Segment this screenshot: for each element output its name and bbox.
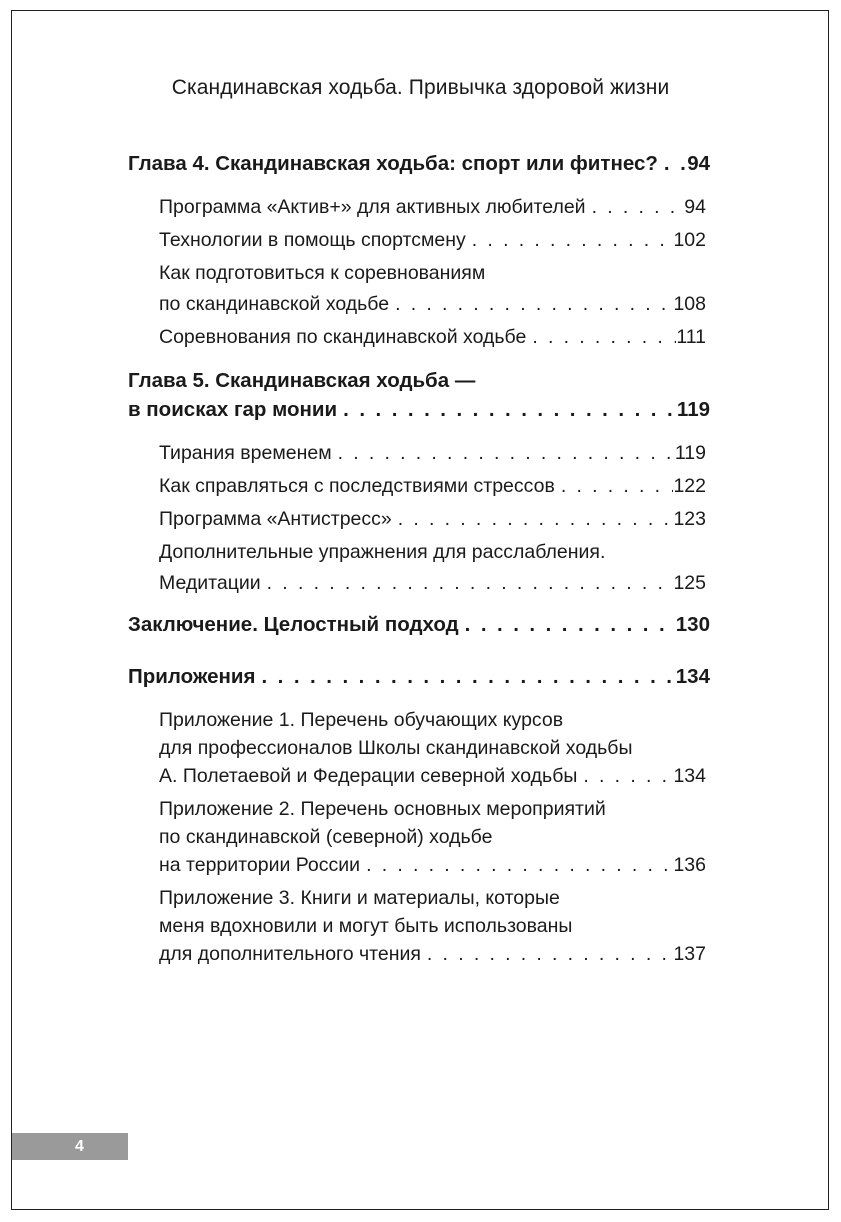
- toc-entry: [128, 226, 710, 254]
- toc-title: Как справляться с последствиями стрессов: [159, 475, 555, 497]
- toc-title: для дополнительного чтения: [159, 943, 421, 965]
- toc-title: в поисках гар монии: [128, 398, 338, 421]
- toc-entry: [128, 439, 710, 467]
- leader-dots: [555, 472, 674, 500]
- toc-entry: [128, 367, 710, 424]
- toc-page: 94: [687, 152, 710, 175]
- leader-dots: [255, 663, 675, 691]
- toc-entry: [128, 706, 710, 790]
- toc-entry: [128, 663, 710, 691]
- table-of-contents: [128, 150, 710, 348]
- toc-title-line: Как подготовиться к соревнованиям: [159, 262, 486, 284]
- toc-entry: [128, 259, 710, 318]
- leader-dots: [332, 439, 675, 467]
- toc-page: 94: [684, 196, 706, 218]
- toc-entry: [128, 150, 710, 178]
- toc-title: А. Полетаевой и Федерации северной ходьбы: [159, 765, 578, 787]
- toc-title: Глава 4. Скандинавская ходьба: спорт или фитнес?: [128, 152, 658, 175]
- toc-title: Программа «Актив+» для активных любителей: [159, 196, 586, 218]
- toc-title: Тирания временем: [159, 442, 332, 464]
- toc-entry: [128, 538, 710, 597]
- toc-title: Соревнования по скандинавской ходьбе: [159, 326, 527, 348]
- toc-page: 130: [675, 613, 710, 636]
- leader-dots: [586, 193, 684, 221]
- leader-dots: [360, 851, 673, 879]
- leader-dots: [392, 505, 674, 533]
- toc-page: 123: [673, 508, 706, 530]
- leader-dots: [466, 226, 674, 254]
- toc-page: 102: [673, 229, 706, 251]
- toc-title-line: Приложение 2. Перечень основных мероприятий: [159, 798, 606, 820]
- leader-dots: [658, 150, 687, 178]
- toc-title: по скандинавской ходьбе: [159, 293, 390, 315]
- toc-entry: [128, 611, 710, 639]
- toc-title-line: Приложение 1. Перечень обучающих курсов: [159, 709, 564, 731]
- toc-page: 137: [673, 943, 706, 965]
- toc-title: Медитации: [159, 572, 261, 594]
- leader-dots: [421, 940, 674, 968]
- page-number: 4: [75, 1138, 84, 1155]
- toc-entry: [128, 795, 710, 879]
- toc-page: 125: [673, 572, 706, 594]
- running-title: Скандинавская ходьба. Привычка здоровой жизни: [171, 76, 670, 99]
- toc-entry: [128, 884, 710, 968]
- toc-entry: [128, 505, 710, 533]
- toc-page: 119: [676, 398, 710, 421]
- leader-dots: [261, 569, 674, 597]
- leader-dots: [389, 290, 673, 318]
- leader-dots: [577, 762, 673, 790]
- toc-title: Приложения: [128, 665, 256, 688]
- toc-entry: [128, 472, 710, 500]
- toc-entry: [128, 193, 710, 221]
- toc-entry: [128, 323, 710, 351]
- toc-page: 119: [674, 442, 706, 464]
- leader-dots: [526, 323, 676, 351]
- toc-title-line: Приложение 3. Книги и материалы, которые: [159, 887, 560, 909]
- toc-page: 134: [675, 665, 710, 688]
- toc-title: Заключение. Целостный подход: [128, 613, 459, 636]
- toc-title: Технологии в помощь спортсмену: [159, 229, 466, 251]
- toc-title-line: Дополнительные упражнения для расслабления.: [159, 541, 606, 563]
- toc-title: Программа «Антистресс»: [159, 508, 392, 530]
- page-number-bar: [12, 1133, 128, 1160]
- leader-dots: [459, 611, 676, 639]
- toc-page: 122: [673, 475, 706, 497]
- toc-title-line: меня вдохновили и могут быть использованы: [159, 915, 573, 937]
- toc-title: на территории России: [159, 854, 361, 876]
- toc-title-line: Глава 5. Скандинавская ходьба —: [128, 369, 476, 392]
- toc-page: 108: [673, 293, 706, 315]
- toc-title-line: для профессионалов Школы скандинавской ходьбы: [159, 737, 633, 759]
- toc-page: 111: [676, 326, 706, 348]
- toc-page: 136: [673, 854, 706, 876]
- toc-title-line: по скандинавской (северной) ходьбе: [159, 826, 493, 848]
- table-of-contents-part: [128, 367, 710, 968]
- leader-dots: [337, 396, 677, 424]
- toc-page: 134: [673, 765, 706, 787]
